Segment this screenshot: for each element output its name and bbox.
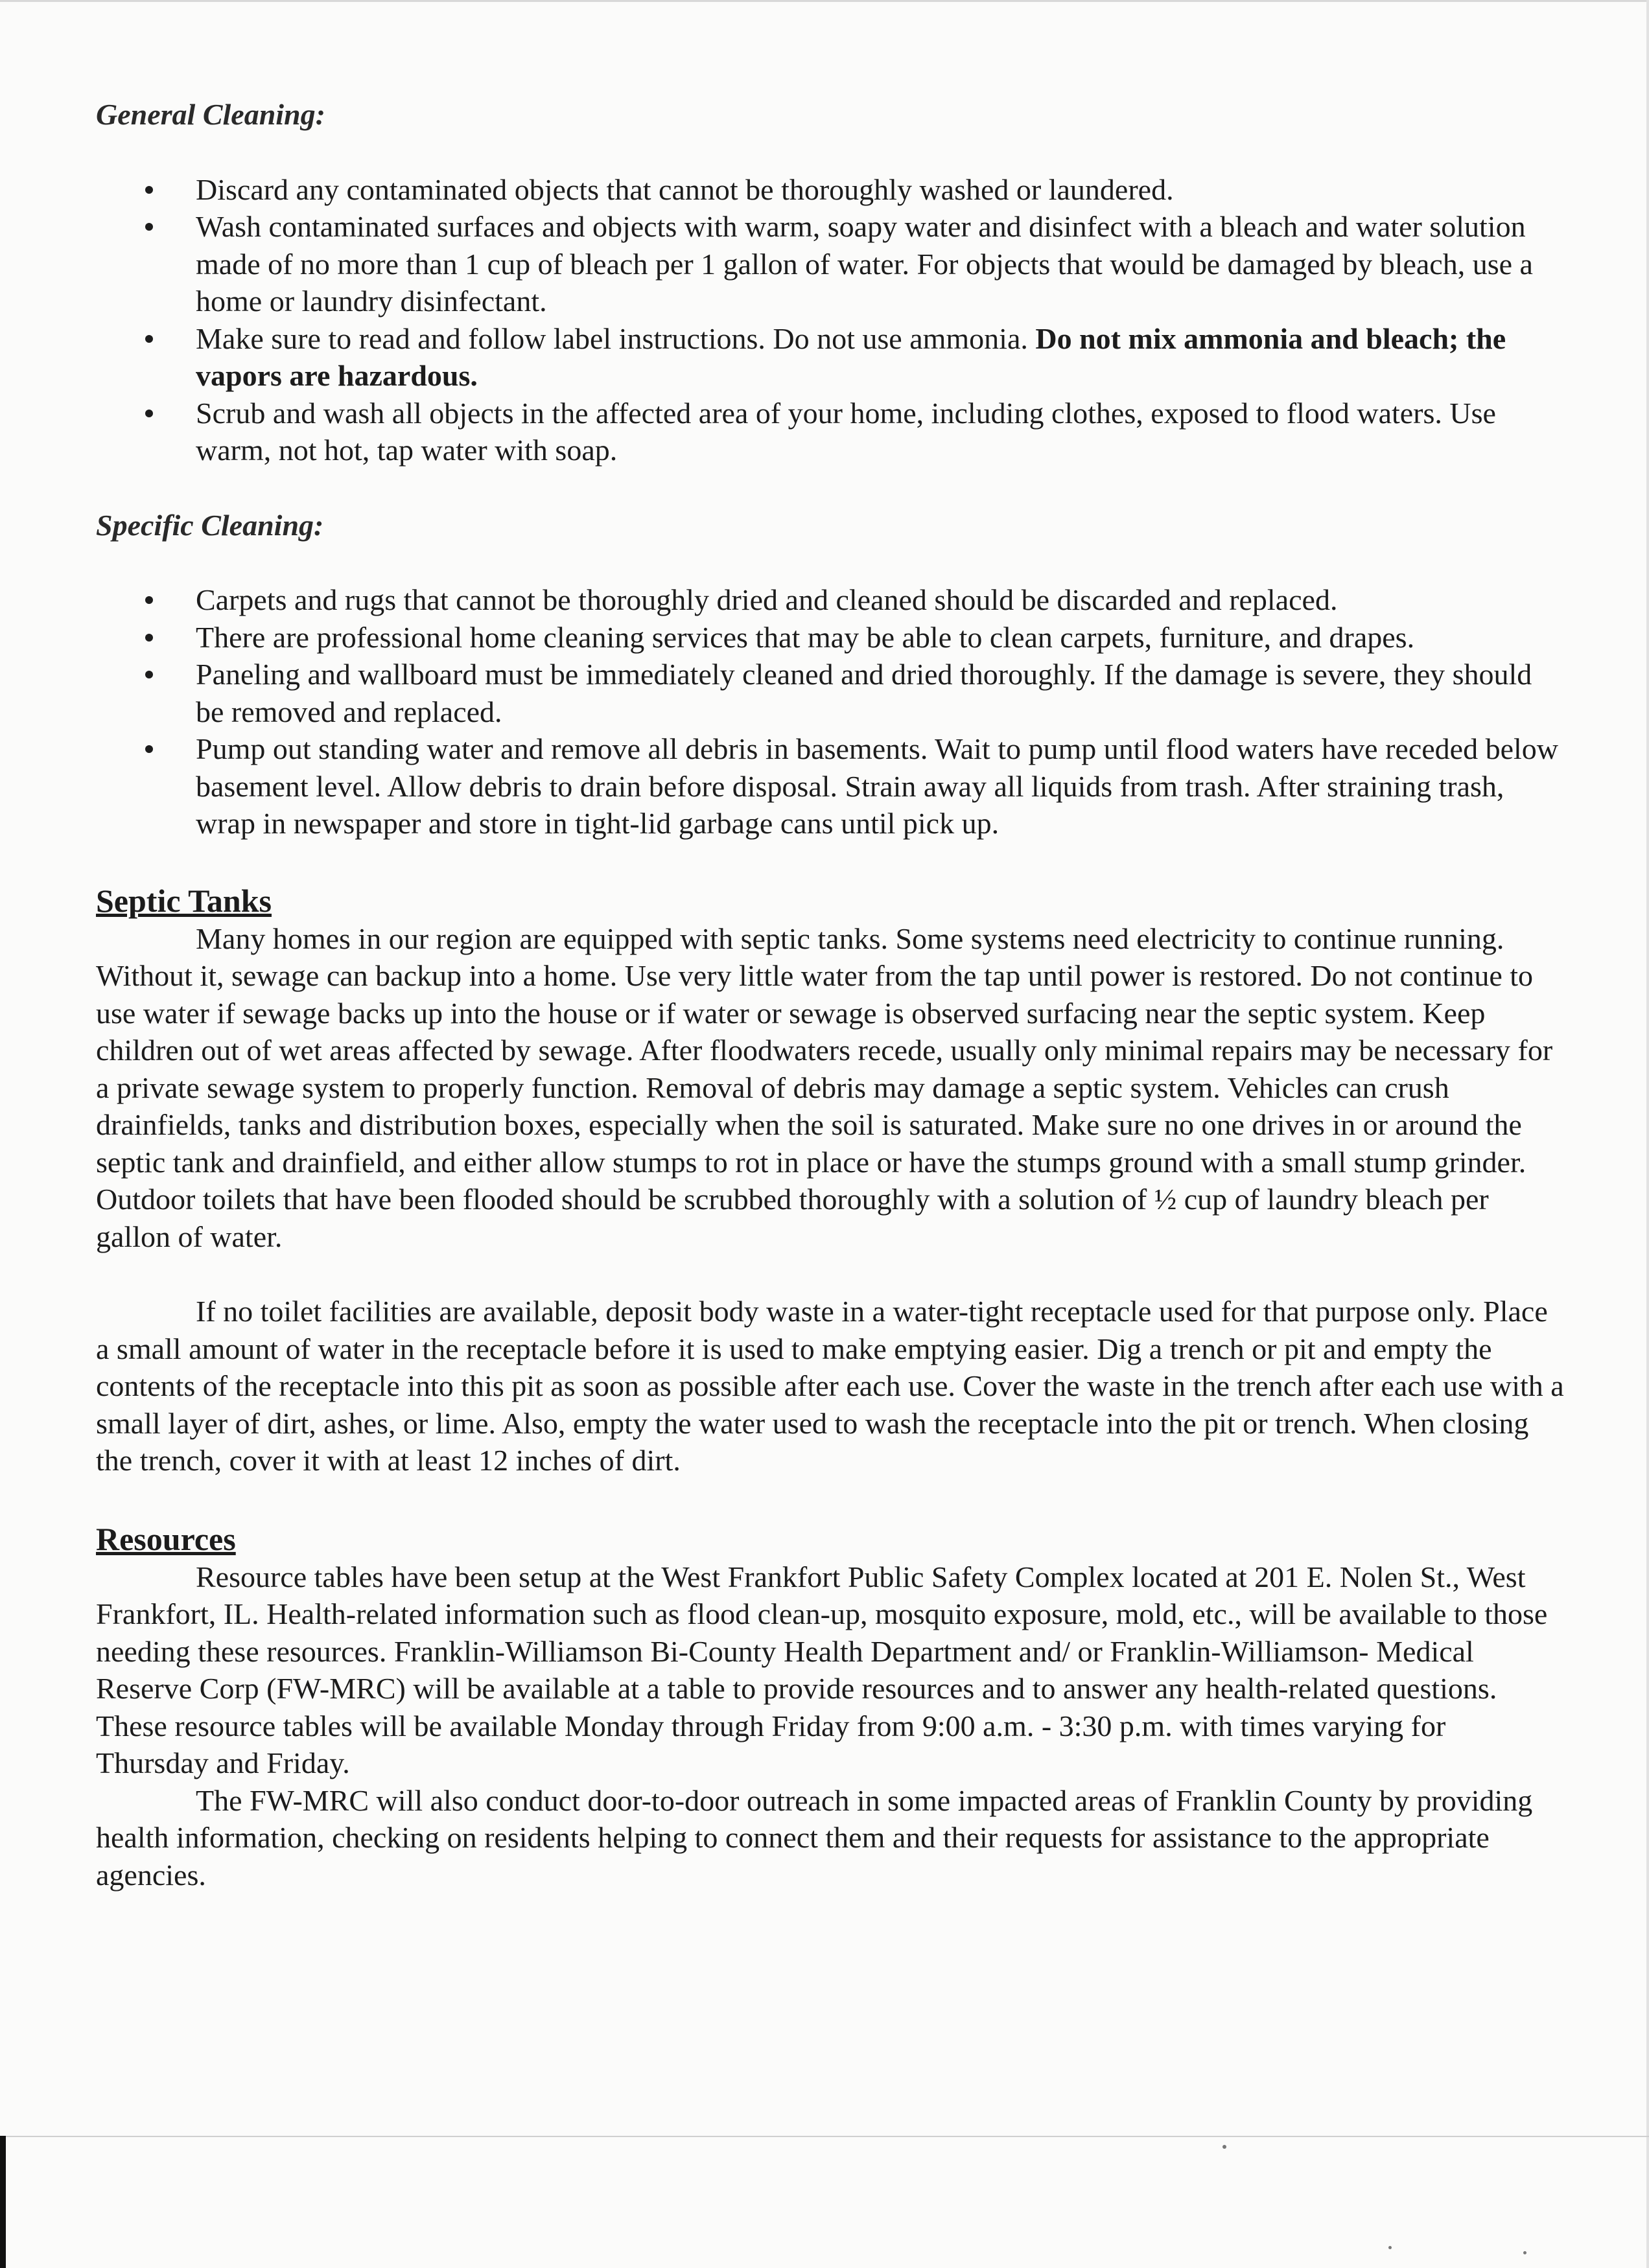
general-cleaning-heading: General Cleaning: xyxy=(96,98,325,131)
resources-paragraph-2: The FW-MRC will also conduct door-to-door outreach in some impacted areas of Franklin County by providing health information, checking on residents helping to connect them and their requests for assistance to the appropriate agencies. xyxy=(96,1783,1533,1892)
bullet-icon xyxy=(145,634,153,642)
page-right-edge xyxy=(1646,0,1649,2268)
ammonia-bleach-warning: Do not mix ammonia and bleach; the vapors are hazardous. xyxy=(196,321,1506,392)
resources-title: Resources xyxy=(96,1520,236,1557)
specific-cleaning-heading: Specific Cleaning: xyxy=(96,508,324,542)
septic-tanks-title: Septic Tanks xyxy=(96,882,272,919)
scan-fold-line xyxy=(0,2136,1649,2137)
list-item: Wash contaminated surfaces and objects with warm, soapy water and disinfect with a bleach and water solution made of no more than 1 cup of bleach per 1 gallon of water. For objects that would be damaged by bleach, use a home or laundry disinfectant. xyxy=(96,208,1564,320)
document-body xyxy=(96,96,1564,1893)
bullet-icon xyxy=(145,410,153,417)
septic-paragraph-1: Many homes in our region are equipped with septic tanks. Some systems need electricity to continue running. Without it, sewage can backup into a home. Use very little water from the tap until power is restored. Do not continue to use water if sewage backs up into the house or if water or sewage is observed surfacing near the septic system. Keep children out of wet areas affected by sewage. After floodwaters recede, usually only minimal repairs may be necessary for a private sewage system to properly function. Removal of debris may damage a septic system. Vehicles can crush drainfields, tanks and distribution boxes, especially when the soil is saturated. Make sure no one drives in or around the septic tank and drainfield, and either allow stumps to rot in place or have the stumps ground with a small stump grinder. Outdoor toilets that have been flooded should be scrubbed thoroughly with a solution of ½ cup of laundry bleach per gallon of water. xyxy=(96,921,1553,1253)
list-item: There are professional home cleaning services that may be able to clean carpets, furniture, and drapes. xyxy=(96,619,1564,656)
list-item: Make sure to read and follow label instructions. Do not use ammonia. Do not mix ammonia and bleach; the vapors are hazardous. xyxy=(96,320,1564,395)
list-item: Discard any contaminated objects that cannot be thoroughly washed or laundered. xyxy=(96,171,1564,209)
list-item: Pump out standing water and remove all debris in basements. Wait to pump until flood waters have receded below basement level. Allow debris to drain before disposal. Strain away all liquids from trash. After straining trash, wrap in newspaper and store in tight-lid garbage cans until pick up. xyxy=(96,730,1564,842)
list-item: Carpets and rugs that cannot be thoroughly dried and cleaned should be discarded and replaced. xyxy=(96,581,1564,619)
resources-paragraph-1: Resource tables have been setup at the West Frankfort Public Safety Complex located at 201 E. Nolen St., West Frankfort, IL. Health-related information such as flood clean-up, mosquito exposure, mold, etc., will be available to those needing these resources. Franklin-Williamson Bi-County Health Department and/ or Franklin-Williamson- Medical Reserve Corp (FW-MRC) will be available at a table to provide resources and to answer any health-related questions. These resource tables will be available Monday through Friday from 9:00 a.m. - 3:30 p.m. with times varying for Thursday and Friday. xyxy=(96,1560,1548,1779)
list-item: Paneling and wallboard must be immediately cleaned and dried thoroughly. If the damage is severe, they should be removed and replaced. xyxy=(96,656,1564,730)
bullet-icon xyxy=(145,335,153,343)
list-item: Scrub and wash all objects in the affected area of your home, including clothes, exposed to flood waters. Use warm, not hot, tap water with soap. xyxy=(96,395,1564,469)
bullet-icon xyxy=(145,596,153,604)
scan-edge-bar xyxy=(0,2136,6,2268)
scan-speck xyxy=(1523,2251,1526,2254)
page-top-edge xyxy=(0,0,1649,2)
specific-cleaning-list xyxy=(96,581,1564,842)
bullet-icon xyxy=(145,745,153,753)
bullet-icon xyxy=(145,186,153,194)
bullet-icon xyxy=(145,223,153,231)
bullet-icon xyxy=(145,671,153,678)
general-cleaning-list xyxy=(96,171,1564,469)
scan-speck xyxy=(1222,2145,1226,2149)
scan-speck xyxy=(1388,2246,1392,2249)
septic-paragraph-2: If no toilet facilities are available, deposit body waste in a water-tight receptacle used for that purpose only. Place a small amount of water in the receptacle before it is used to make emptying easier. Dig a trench or pit and empty the contents of the receptacle into this pit as soon as possible after each use. Cover the waste in the trench after each use with a small layer of dirt, ashes, or lime. Also, empty the water used to wash the receptacle into the pit or trench. When closing the trench, cover it with at least 12 inches of dirt. xyxy=(96,1295,1564,1477)
